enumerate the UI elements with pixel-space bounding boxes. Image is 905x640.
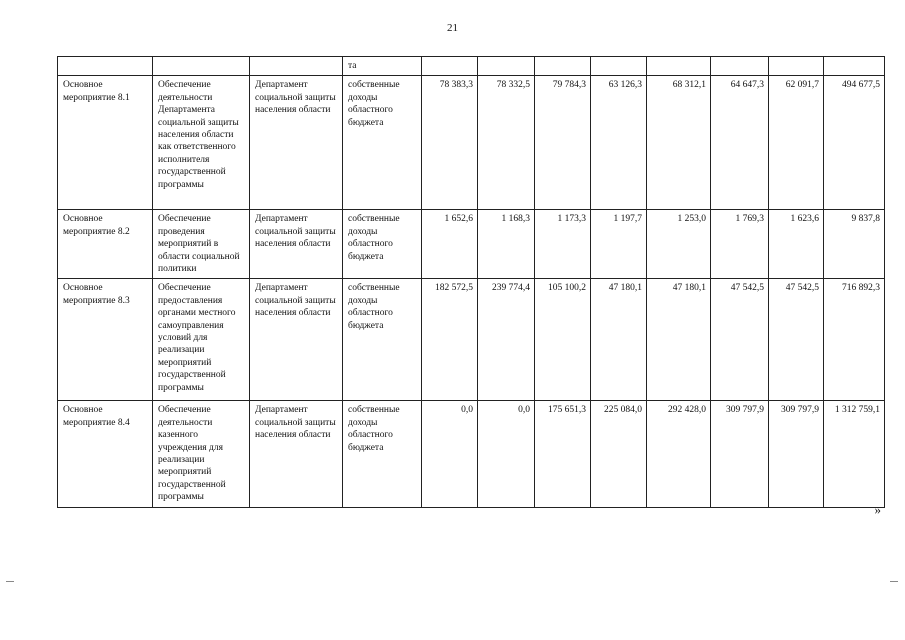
- table-row: [58, 210, 885, 279]
- cell-empty: [58, 57, 153, 76]
- cell-empty: [591, 57, 647, 76]
- value-cell: 78 332,5: [478, 76, 535, 210]
- source-cell: собственные доходы областного бюджета: [343, 210, 422, 279]
- activity-cell: Основное мероприятие 8.4: [58, 401, 153, 507]
- description-cell: Обеспечение проведения мероприятий в области социальной политики: [153, 210, 250, 279]
- value-cell: 309 797,9: [711, 401, 769, 507]
- continuation-row: [58, 57, 885, 76]
- executor-cell: Департамент социальной защиты населения области: [250, 210, 343, 279]
- source-cell: собственные доходы областного бюджета: [343, 279, 422, 401]
- value-cell: 47 542,5: [769, 279, 824, 401]
- value-cell: 62 091,7: [769, 76, 824, 210]
- activity-cell: Основное мероприятие 8.2: [58, 210, 153, 279]
- total-cell: 494 677,5: [824, 76, 885, 210]
- value-cell: 1 173,3: [535, 210, 591, 279]
- value-cell: 79 784,3: [535, 76, 591, 210]
- value-cell: 78 383,3: [422, 76, 478, 210]
- cell-empty: [478, 57, 535, 76]
- value-cell: 1 769,3: [711, 210, 769, 279]
- description-cell: Обеспечение предоставления органами местного самоуправления условий для реализации мероприятий государственной программы: [153, 279, 250, 401]
- value-cell: 0,0: [422, 401, 478, 507]
- value-cell: 63 126,3: [591, 76, 647, 210]
- value-cell: 182 572,5: [422, 279, 478, 401]
- value-cell: 309 797,9: [769, 401, 824, 507]
- total-cell: 9 837,8: [824, 210, 885, 279]
- funding-table: [57, 56, 885, 508]
- value-cell: 1 253,0: [647, 210, 711, 279]
- cell-empty: [422, 57, 478, 76]
- value-cell: 175 651,3: [535, 401, 591, 507]
- cell-empty: [647, 57, 711, 76]
- value-cell: 47 542,5: [711, 279, 769, 401]
- value-cell: 1 623,6: [769, 210, 824, 279]
- value-cell: 239 774,4: [478, 279, 535, 401]
- value-cell: 1 168,3: [478, 210, 535, 279]
- value-cell: 47 180,1: [591, 279, 647, 401]
- value-cell: 0,0: [478, 401, 535, 507]
- cell-empty: [535, 57, 591, 76]
- table-row: [58, 401, 885, 507]
- cell-empty: [250, 57, 343, 76]
- page-number: 21: [447, 22, 458, 34]
- description-cell: Обеспечение деятельности казенного учреждения для реализации мероприятий государственной программы: [153, 401, 250, 507]
- total-cell: 1 312 759,1: [824, 401, 885, 507]
- table-row: [58, 279, 885, 401]
- total-cell: 716 892,3: [824, 279, 885, 401]
- value-cell: 292 428,0: [647, 401, 711, 507]
- activity-cell: Основное мероприятие 8.1: [58, 76, 153, 210]
- value-cell: 225 084,0: [591, 401, 647, 507]
- source-tail-cell: та: [343, 57, 422, 76]
- value-cell: 105 100,2: [535, 279, 591, 401]
- value-cell: 1 197,7: [591, 210, 647, 279]
- cell-empty: [769, 57, 824, 76]
- margin-tick-left: [6, 581, 14, 582]
- closing-quote-mark: »: [874, 502, 881, 517]
- description-cell: Обеспечение деятельности Департамента социальной защиты населения области как ответственного исполнителя государственной программы: [153, 76, 250, 210]
- executor-cell: Департамент социальной защиты населения области: [250, 279, 343, 401]
- margin-tick-right: [890, 581, 898, 582]
- cell-empty: [824, 57, 885, 76]
- value-cell: 47 180,1: [647, 279, 711, 401]
- table-row: [58, 76, 885, 210]
- cell-empty: [153, 57, 250, 76]
- value-cell: 64 647,3: [711, 76, 769, 210]
- source-cell: собственные доходы областного бюджета: [343, 76, 422, 210]
- activity-cell: Основное мероприятие 8.3: [58, 279, 153, 401]
- source-cell: собственные доходы областного бюджета: [343, 401, 422, 507]
- executor-cell: Департамент социальной защиты населения области: [250, 76, 343, 210]
- value-cell: 68 312,1: [647, 76, 711, 210]
- executor-cell: Департамент социальной защиты населения области: [250, 401, 343, 507]
- value-cell: 1 652,6: [422, 210, 478, 279]
- cell-empty: [711, 57, 769, 76]
